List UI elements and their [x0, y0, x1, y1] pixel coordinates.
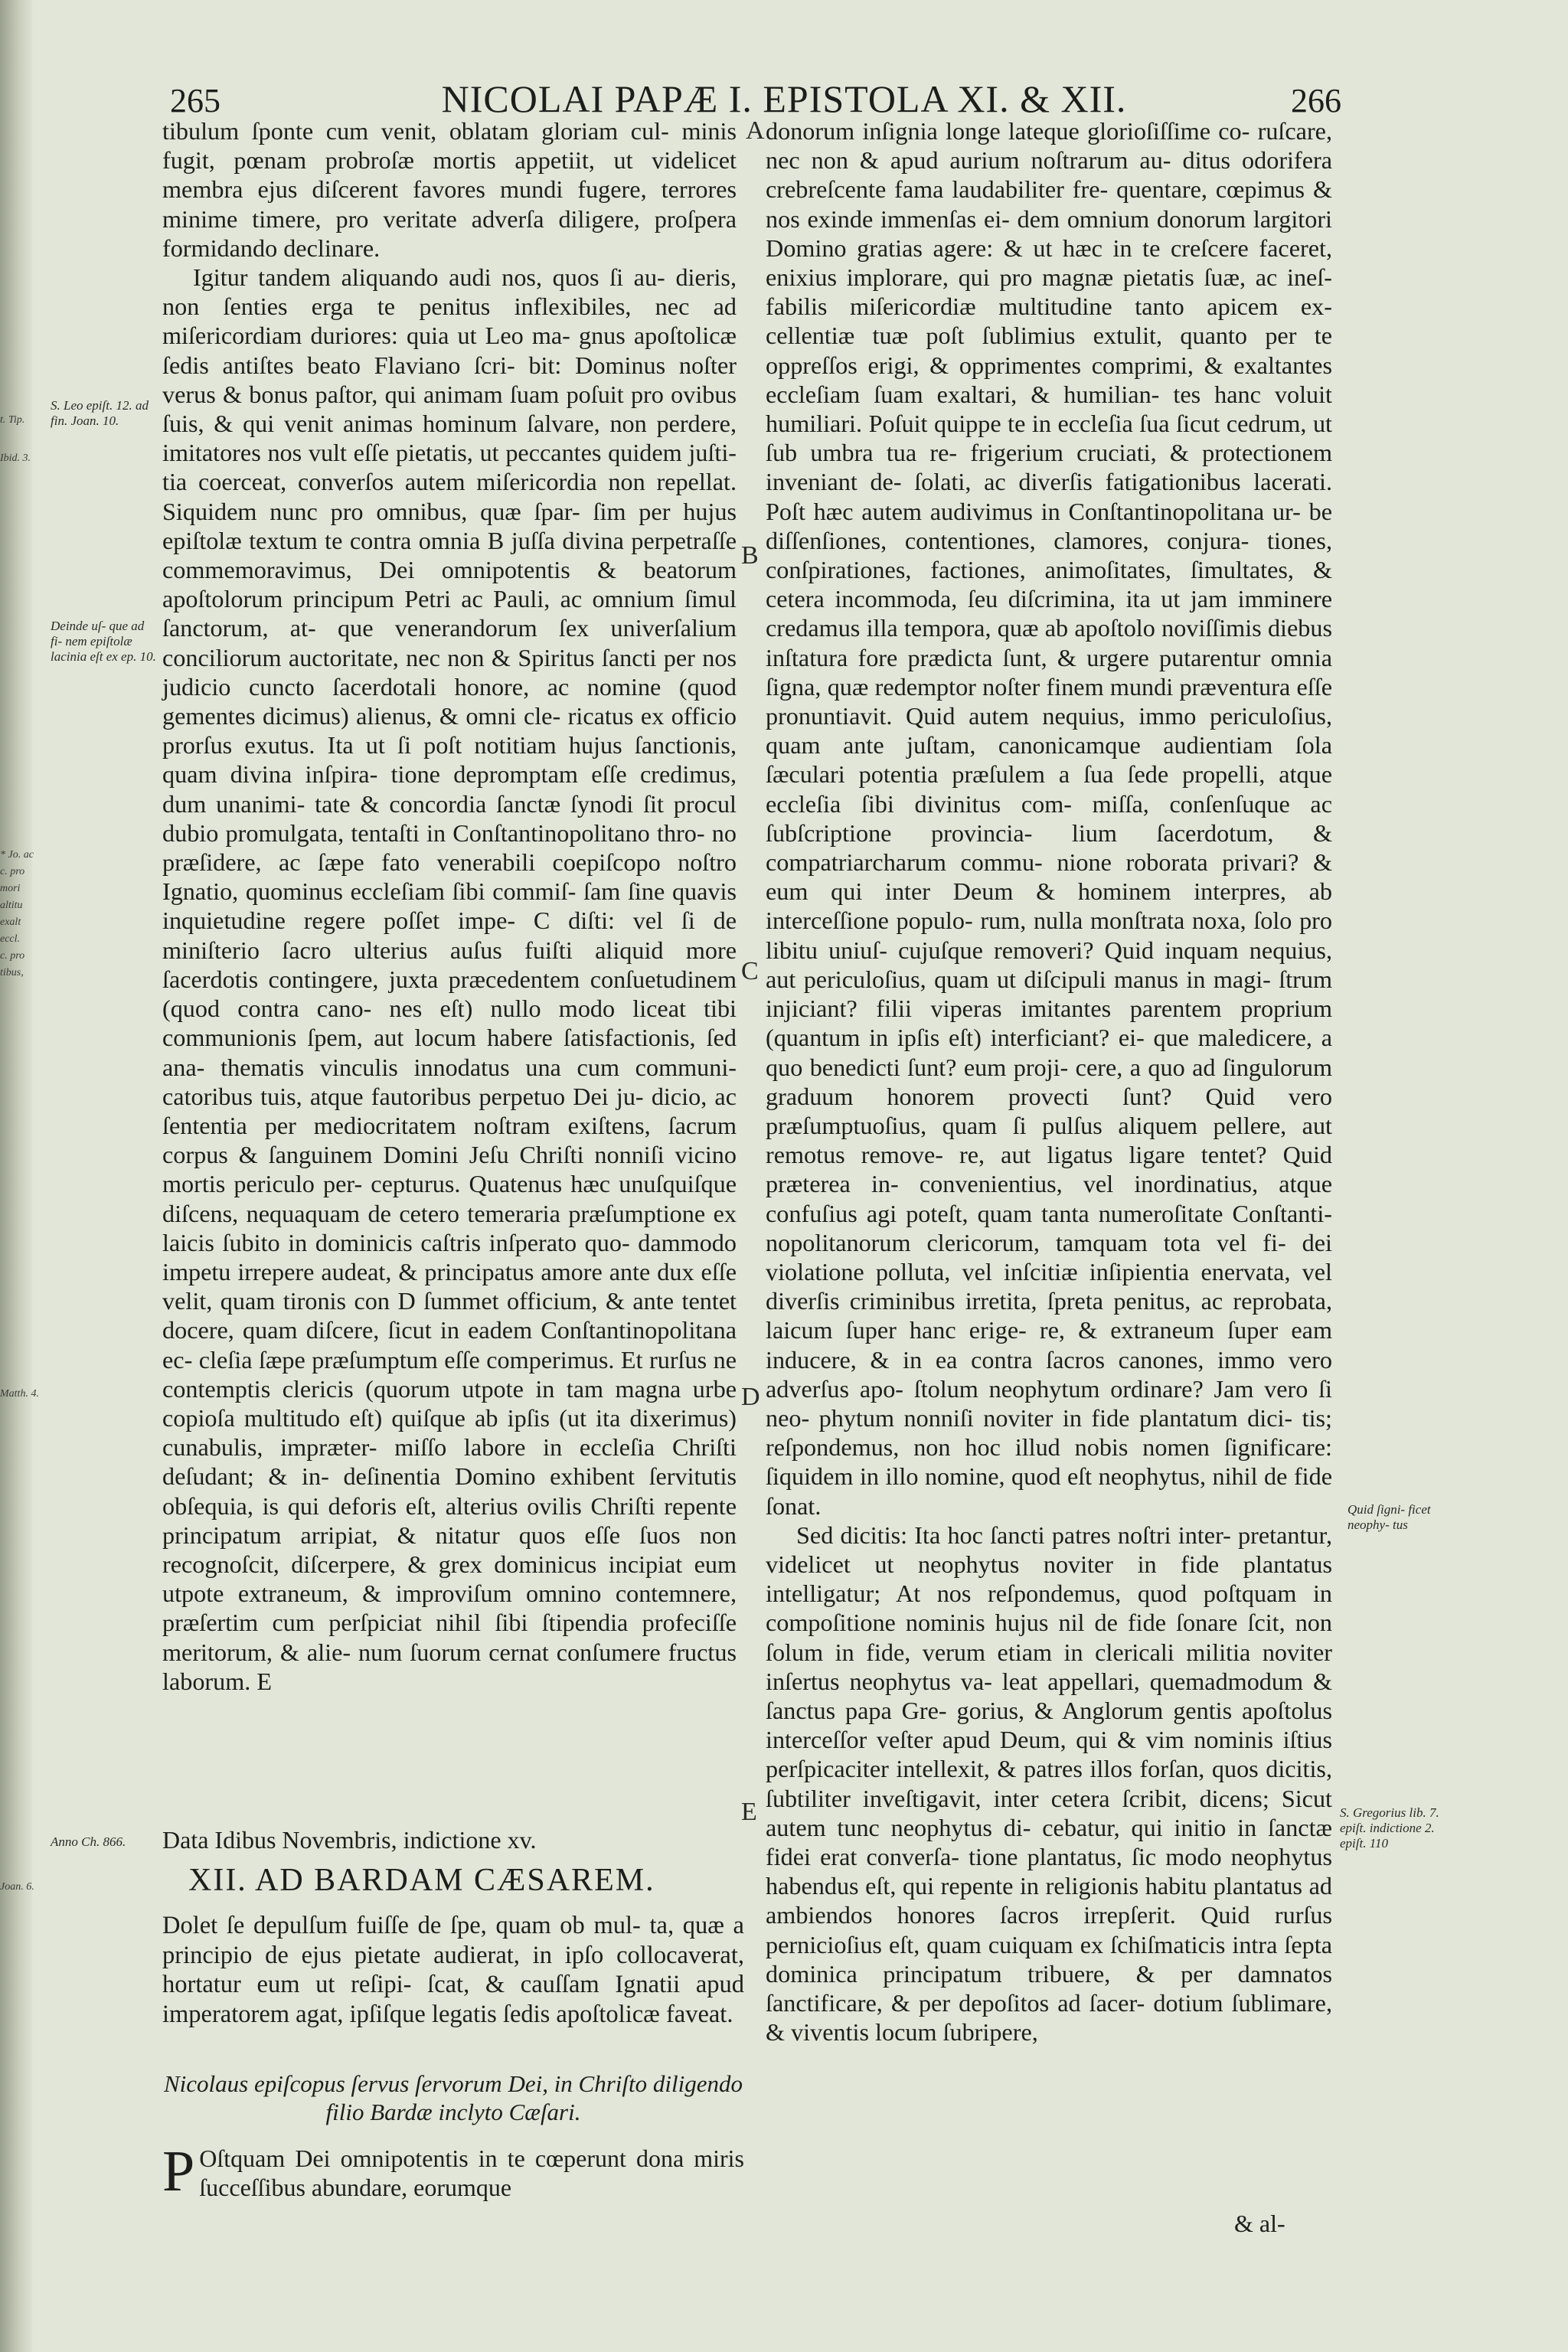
paragraph: tibulum ſponte cum venit, oblatam gloriam cul- minis fugit, pœnam probroſæ mortis appetiit, ut videlicet membra ejus diſcerent favores mundi fugere, terrores minime timere, pro veritate adverſa diligere, proſpera formidando declinare. — [162, 117, 737, 262]
bleed-note: mori — [0, 883, 21, 894]
incipit-text: Oſtquam Dei omnipotentis in te cœperunt dona miris ſucceſſibus abundare, eorumque — [199, 2145, 744, 2201]
dateline: Data Idibus Novembris, indictione xv. — [162, 1826, 537, 1854]
running-title: NICOLAI PAPÆ I. EPISTOLA XI. & XII. — [441, 77, 1127, 120]
letter-heading: XII. AD BARDAM CÆSAREM. — [188, 1863, 655, 1898]
margin-note-anno: Anno Ch. 866. — [51, 1834, 126, 1849]
section-letter: C — [741, 957, 759, 985]
margin-note-deinde: Deinde uſ- que ad fi- nem epiſtolæ lacinia eſt ex ep. 10. — [51, 619, 156, 664]
right-column — [766, 116, 1332, 2047]
bleed-note: tibus, — [0, 967, 24, 978]
salutation: Nicolaus epiſcopus ſervus ſervorum Dei, in Chriſto diligendo filio Bardæ inclyto Cæſari. — [164, 2070, 743, 2125]
bleed-note: eccl. — [0, 933, 21, 945]
binding-gutter — [0, 0, 32, 2352]
section-letter: A — [746, 116, 765, 145]
left-column — [162, 116, 737, 1696]
paragraph: Igitur tandem aliquando audi nos, quos ſi au- dieris, non ſenties erga te penitus inflexibiles, nec ad miſericordiam duriores: quia ut Leo ma- gnus apoſtolicæ ſedis antiſtes beato Flaviano ſcri- bit: Dominus noſter verus & bonus paſtor, qui animam ſuam poſuit pro ovibus ſuis, & qui venit animas hominum ſalvare, non perdere, imitatores nos vult eſſe pietatis, ut peccantes quidem juſti- tia coerceat, converſos autem miſericordia non repellat. Siquidem nunc pro omnibus, quæ ſpar- ſim per hujus epiſtolæ textum te contra omnia B juſſa divina perpetraſſe commemoravimus, Dei omnipotentis & beatorum apoſtolorum principum Petri ac Pauli, ac omnium ſimul ſanctorum, at- que venerandorum ſex univerſalium conciliorum auctoritate, nec non & Spiritus ſancti per nos judicio cuncto ſacerdotali honore, ac nomine (quod gementes dicimus) alienus, & omni cle- ricatus ex officio prorſus exutus. Ita ut ſi poſt notitiam hujus ſanctionis, quam divina inſpira- tione depromptam eſſe credimus, dum unanimi- tate & concordia ſanctæ ſynodi ſit procul dubio promulgata, tentaſti in Conſtantinopolitano thro- no præſidere, ac ſæpe fato venerabili coepiſcopo noſtro Ignatio, quominus eccleſiam ſibi commiſ- ſam ſine quavis inquietudine regere poſſet impe- C diſti: vel ſi de miniſterio ſacro ulterius auſus fuiſti aliquid more ſacerdotis contingere, juxta præcedentem conſuetudinem (quod contra cano- nes eſt) nullo modo liceat tibi communionis ſpem, aut locum habere ſatisfactionis, ſed ana- thematis vinculis innodatus una cum communi- catoribus tuis, atque fautoribus perpetuo Dei ju- dicio, ac ſententia per mediocritatem noſtram exiſtens, ſacrum corpus & ſanguinem Domini Jeſu Chriſti nonniſi vicino mortis periculo per- cepturus. Quatenus hæc unuſquiſque diſcens, nequaquam de cetero temeraria præſumptione ex laicis ſubito in dominicis caſtris inſperato quo- dammodo impetu irrepere audeat, & principatus amore ante dux eſſe velit, quam tironis con D ſummet officium, & ante tentet docere, quam diſcere, ſicut in eadem Conſtantinopolitana ec- cleſia ſæpe præſumptum eſſe comperimus. Et rurſus ne contemptis clericis (quorum utpote in tam magna urbe copioſa multitudo eſt) quiſque ab ipſis (ut ita dixerimus) cunabulis, impræter- miſſo labore in eccleſia Chriſti deſudant; & in- deſinentia Domino exhibent ſervitutis obſequia, is qui deforis eſt, alterius ovilis Chriſti repente principatum arripiat, & nitatur quos eſſe ſuos non recognoſcit, diſcerpere, & grex dominicus incipiat eum utpote extraneum, & improviſum omnino contemnere, præſertim cum perſpiciat nihil ſibi ſtipendia profeciſſe meritorum, & alie- num ſuorum cernat conſumere fructus laborum. E — [162, 263, 737, 1695]
letter-argument: Dolet ſe depulſum fuiſſe de ſpe, quam ob mul- ta, quæ a principio de ejus pietate audierat, in ipſo collocaverat, hortatur eum ut reſipi- ſcat, & cauſſam Ignatii apud imperatorem agat, ipſiſque legatis ſedis apoſtolicæ faveat. — [162, 1912, 744, 2028]
margin-note-leo: S. Leo epiſt. 12. ad fin. Joan. 10. — [51, 398, 149, 428]
bleed-note: Ibid. 3. — [0, 452, 31, 464]
bleed-note: Matth. 4. — [0, 1388, 39, 1400]
page-number-right: 266 — [1291, 82, 1341, 119]
section-letter: B — [741, 541, 759, 570]
paragraph: donorum inſignia longe lateque glorioſiſſime co- ruſcare, nec non & apud aurium noſtrarum au- ditus odorifera crebreſcente fama laudabiliter fre- quentare, cœpimus & nos exinde immenſas ei- dem omnium donorum largitori Domino gratias agere: & ut hæc in te creſcere faceret, enixius implorare, qui pro magnæ pietatis ſuæ, ac ineſ- fabilis miſericordiæ multitudine tanto apicem ex- cellentiæ tuæ poſt ſublimius extulit, quanto per te oppreſſos erigi, & opprimentes comprimi, & exaltantes eccleſiam ſuam exaltari, & humilian- tes hanc voluit humiliari. Poſuit quippe te in eccleſia ſua ſicut cedrum, ut ſub umbra tua re- frigerium cruciati, & protectionem inveniant de- ſolati, ac diverſis fatigationibus lacerati. Poſt hæc autem audivimus in Conſtantinopolitana ur- be diſſenſiones, contentiones, clamores, conjura- tiones, conſpirationes, factiones, animoſitates, ſimultates, & cetera incommoda, ſeu diſcrimina, ita ut jam imminere credamus illa tempora, quæ ab apoſtolo noviſſimis diebus inſtatura fore prædicta ſunt, & urgere putarentur omnia ſigna, quæ redemptor noſter finem mundi præventura eſſe pronuntiavit. Quid autem nequius, immo periculoſius, quam ante juſtam, canonicamque audientiam ſola ſæculari potentia præſulem a ſua ſede propelli, atque eccleſia ſibi divinitus com- miſſa, conſenſuque ac ſubſcriptione provincia- lium ſacerdotum, & compatriarcharum commu- nione roborata privari? & eum qui inter Deum & hominem interpres, ab interceſſione populo- rum, nulla monſtrata noxa, ſolo pro libitu uniuſ- cujuſque removeri? Quid inquam nequius, aut periculoſius, quam ut diſcipuli manus in magi- ſtrum injiciant? filii viperas imitantes parentem proprium (quantum in ipſis eſt) interficiant? ei- que maledicere, a quo benedicti ſunt? eum proji- cere, a quo ad ſingulorum graduum honorem provecti ſunt? Quid vero præſumptuoſius, quam ſi pulſus aliquem pellere, aut remotus remove- re, aut ligatus ligare tentet? Quid præterea in- convenientius, vel inordinatius, atque confuſius agi poteſt, quam tanta numeroſitate Conſtanti- nopolitanorum clericorum, tamquam tota vel fi- dei violatione polluta, vel inſcitiæ inſipientia enervata, vel diverſis criminibus irretita, ſpreta penitus, ac reprobata, laicum ſuper hanc erige- re, & extraneum ſuper eam inducere, & in ea contra ſacros canones, immo vero adverſus apo- ſtolum neophytum ordinare? Jam vero ſi neo- phytum nonniſi noviter in fide plantatum dici- tis; reſpondemus, non hoc illud nobis nomen ſignificare: ſiquidem in illo nomine, quod eſt neophytus, nihil de fide ſonat. — [766, 117, 1332, 1520]
bleed-note: c. pro — [0, 950, 25, 962]
bleed-note: exalt — [0, 916, 21, 928]
bleed-note: c. pro — [0, 866, 25, 877]
section-letter: D — [741, 1383, 760, 1411]
bleed-note: Joan. 6. — [0, 1881, 34, 1893]
drop-capital: P — [162, 2139, 195, 2203]
bleed-note: altitu — [0, 900, 23, 911]
page-number-left: 265 — [170, 82, 220, 119]
section-letter: E — [741, 1798, 757, 1826]
bleed-note: * Jo. ac — [0, 849, 34, 861]
catchword: & al- — [1234, 2210, 1285, 2237]
margin-note-quid: Quid ſigni- ficet neophy- tus — [1348, 1502, 1431, 1532]
bleed-note: t. Tip. — [0, 414, 25, 426]
paragraph: Sed dicitis: Ita hoc ſancti patres noſtri inter- pretantur, videlicet ut neophytus noviter in fide plantatus intelligatur; At nos reſpondemus, quod poſtquam in compoſitione nominis hujus nil de fide ſonare ſcit, non ſolum in fide, verum etiam in clericali militia noviter inſertus neophytus va- leat appellari, quemadmodum & ſanctus papa Gre- gorius, & Anglorum gentis apoſtolus interceſſor veſter apud Deum, qui & vim nominis iſtius perſpicaciter intellexit, & patres illos forſan, quos dicitis, ſubtiliter inveſtigavit, inter cetera ſcribit, dicens; Sicut autem tunc neophytus di- cebatur, qui initio in ſanctæ fidei erat converſa- tione plantatus, ſic modo neophytus habendus eſt, qui repente in religionis habitu plantatus ad ambiendos honores ſacros irrepſerit. Quid rurſus pernicioſius eſt, quam cuiquam ex ſchiſmaticis intra ſepta dominica principatum tribuere, & per damnatos ſanctificare, & per depoſitos ad ſacer- dotium ſublimare, & viventis locum ſubripere, — [766, 1521, 1332, 2047]
margin-note-gregorius: S. Gregorius lib. 7. epiſt. indictione 2. epiſt. 110 — [1340, 1805, 1439, 1851]
letter-incipit — [162, 2139, 744, 2203]
